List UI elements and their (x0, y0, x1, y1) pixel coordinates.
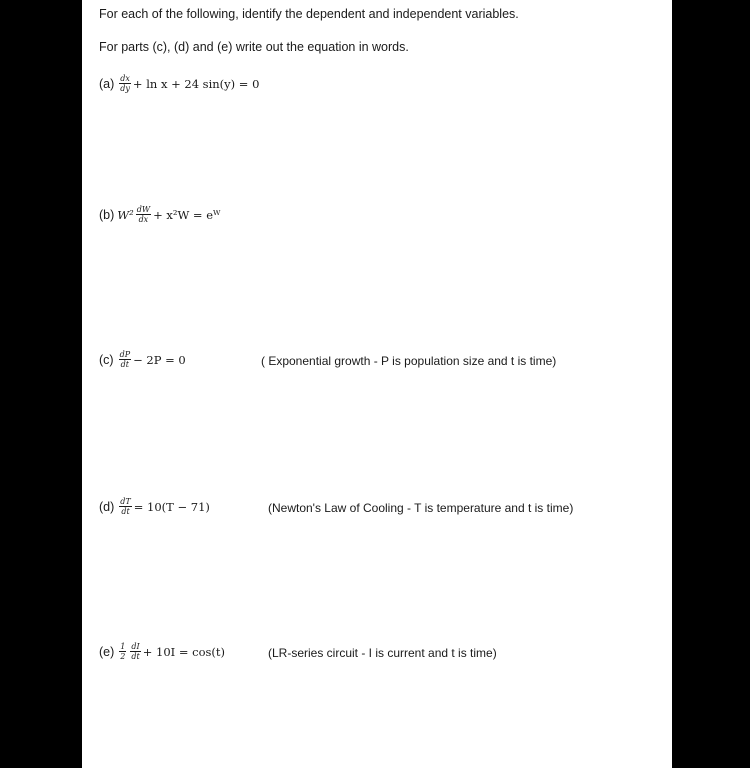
equation-e-coef-denominator: 2 (120, 652, 126, 661)
equation-e-denominator: dt (131, 652, 140, 661)
equation-e-coefficient (119, 642, 126, 661)
equation-d-rest: = 10(T − 71) (133, 499, 210, 514)
document-page (82, 0, 672, 768)
equation-d-numerator: dT (120, 497, 131, 506)
equation-a-label: (a) (99, 76, 115, 91)
equation-b-numerator: dW (136, 205, 151, 214)
equation-b-rest: + x²W = eᵂ (153, 207, 221, 222)
equation-b-label: (b) (99, 207, 115, 222)
equation-a-rest: + ln x + 24 sin(y) = 0 (132, 76, 260, 91)
equation-a-denominator: dy (120, 84, 130, 93)
equation-d-label: (d) (99, 499, 115, 514)
equation-e (99, 642, 225, 661)
equation-e-coef-numerator: 1 (120, 642, 126, 651)
equation-a-numerator: dx (120, 74, 130, 83)
equation-e-label: (e) (99, 644, 115, 659)
equation-e-rest: + 10I = cos(t) (142, 644, 225, 659)
equation-d-denominator: dt (121, 507, 130, 516)
equation-c-numerator: dP (119, 350, 131, 359)
equation-e-note: (LR-series circuit - I is current and t is time) (268, 646, 497, 660)
equation-d (99, 497, 210, 516)
equation-c-rest: − 2P = 0 (133, 352, 186, 367)
equation-d-note: (Newton's Law of Cooling - T is temperature and t is time) (268, 501, 574, 515)
equation-b-lead: W² (117, 207, 134, 222)
equation-e-derivative (130, 642, 140, 661)
equation-c-derivative (119, 350, 132, 369)
equation-d-derivative (119, 497, 131, 516)
equation-b-denominator: dx (138, 215, 149, 224)
instruction-line-1: For each of the following, identify the dependent and independent variables. (99, 7, 519, 21)
instruction-line-2: For parts (c), (d) and (e) write out the equation in words. (99, 40, 409, 54)
equation-c-denominator: dt (120, 360, 129, 369)
equation-c-note: ( Exponential growth - P is population size and t is time) (261, 354, 557, 368)
equation-b (99, 205, 220, 224)
equation-c (99, 350, 186, 369)
equation-a (99, 74, 259, 93)
equation-b-derivative (136, 205, 151, 224)
equation-a-derivative (119, 74, 131, 93)
equation-e-numerator: dI (131, 642, 140, 651)
equation-c-label: (c) (99, 352, 114, 367)
